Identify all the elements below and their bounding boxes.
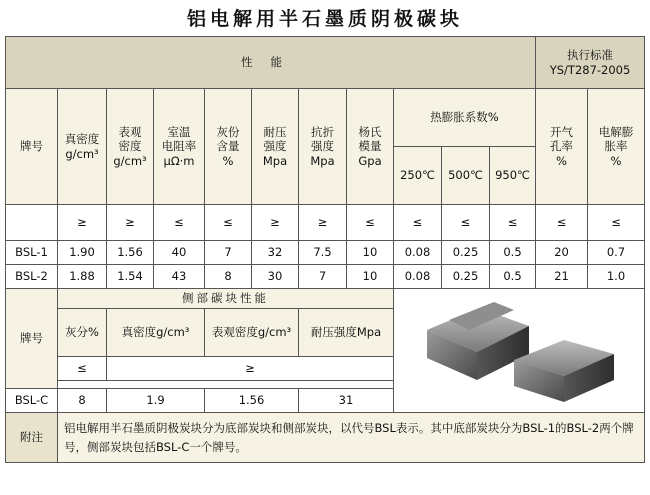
side-limit-mid: ≥ — [107, 357, 394, 381]
value-cell: 1.0 — [588, 265, 645, 289]
value-cell: 1.56 — [107, 241, 154, 265]
limit-cell: ≥ — [58, 205, 107, 241]
side-value-cell: 31 — [299, 389, 394, 413]
col-compressive: 耐压 强度 Mpa — [252, 89, 299, 205]
limit-cell: ≥ — [299, 205, 347, 241]
thermal-header: 热膨胀系数% — [394, 89, 536, 147]
limits-brand-empty — [6, 205, 58, 241]
value-cell: 0.7 — [588, 241, 645, 265]
value-cell: 8 — [205, 265, 252, 289]
limit-cell: ≤ — [394, 205, 442, 241]
side-brand-cell: BSL-C — [6, 389, 58, 413]
value-cell: 10 — [347, 265, 394, 289]
standard-code: YS/T287-2005 — [549, 62, 631, 77]
value-cell: 32 — [252, 241, 299, 265]
temp-500: 500℃ — [442, 147, 490, 205]
page-title: 铝电解用半石墨质阴极碳块 — [186, 8, 463, 30]
value-cell: 30 — [252, 265, 299, 289]
limits-row — [6, 205, 645, 241]
limit-cell: ≤ — [490, 205, 536, 241]
col-ash: 灰份 含量 % — [205, 89, 252, 205]
temp-250: 250℃ — [394, 147, 442, 205]
brand-header: 牌号 — [6, 89, 58, 205]
side-value-cell: 1.56 — [205, 389, 299, 413]
limit-cell: ≥ — [252, 205, 299, 241]
spec-table — [5, 36, 645, 463]
col-flexural: 抗折 强度 Mpa — [299, 89, 347, 205]
value-cell: 1.88 — [58, 265, 107, 289]
value-cell: 7 — [299, 265, 347, 289]
col-youngs: 杨氏 模量 Gpa — [347, 89, 394, 205]
side-col-compressive: 耐压强度Mpa — [299, 309, 394, 357]
temp-950: 950℃ — [490, 147, 536, 205]
value-cell: 7.5 — [299, 241, 347, 265]
value-cell: 0.08 — [394, 241, 442, 265]
side-value-cell: 8 — [58, 389, 107, 413]
value-cell: 7 — [205, 241, 252, 265]
value-cell: 10 — [347, 241, 394, 265]
side-col-apparent-density: 表观密度g/cm³ — [205, 309, 299, 357]
standard-cell — [536, 37, 645, 89]
side-title: 侧部碳块性能 — [58, 289, 394, 309]
value-cell: 43 — [154, 265, 205, 289]
col-true-density: 真密度 g/cm³ — [58, 89, 107, 205]
value-cell: 1.90 — [58, 241, 107, 265]
limit-cell: ≤ — [442, 205, 490, 241]
limit-cell: ≤ — [154, 205, 205, 241]
col-apparent-density: 表观 密度 g/cm³ — [107, 89, 154, 205]
side-col-true-density: 真密度g/cm³ — [107, 309, 205, 357]
value-cell: 0.5 — [490, 265, 536, 289]
limit-cell: ≤ — [347, 205, 394, 241]
value-cell: 21 — [536, 265, 588, 289]
side-limit-left: ≤ — [58, 357, 107, 381]
table-row — [6, 265, 645, 289]
table-row — [6, 241, 645, 265]
carbon-block-image — [419, 290, 619, 408]
side-value-cell: 1.9 — [107, 389, 205, 413]
value-cell: 1.54 — [107, 265, 154, 289]
col-porosity: 开气 孔率 % — [536, 89, 588, 205]
carbon-block-photo — [394, 289, 645, 413]
side-brand-header: 牌号 — [6, 289, 58, 389]
limit-cell: ≤ — [536, 205, 588, 241]
value-cell: 40 — [154, 241, 205, 265]
note-text: 铝电解用半石墨质阴极炭块分为底部炭块和侧部炭块，以代号BSL表示。其中底部炭块分为BSL-1的BSL-2两个牌号，侧部炭块包括BSL-C一个牌号。 — [58, 413, 645, 463]
brand-cell: BSL-2 — [6, 265, 58, 289]
note-label: 附注 — [6, 413, 58, 463]
value-cell: 0.5 — [490, 241, 536, 265]
limit-cell: ≤ — [588, 205, 645, 241]
side-col-ash: 灰分% — [58, 309, 107, 357]
limit-cell: ≥ — [107, 205, 154, 241]
side-spacer — [58, 381, 394, 389]
brand-cell: BSL-1 — [6, 241, 58, 265]
performance-header: 性能 — [6, 37, 536, 89]
value-cell: 0.25 — [442, 265, 490, 289]
limit-cell: ≤ — [205, 205, 252, 241]
col-swelling: 电解膨 胀率 % — [588, 89, 645, 205]
value-cell: 0.25 — [442, 241, 490, 265]
value-cell: 20 — [536, 241, 588, 265]
value-cell: 0.08 — [394, 265, 442, 289]
standard-label: 执行标准 — [567, 48, 614, 63]
col-resistivity: 室温 电阻率 μΩ·m — [154, 89, 205, 205]
